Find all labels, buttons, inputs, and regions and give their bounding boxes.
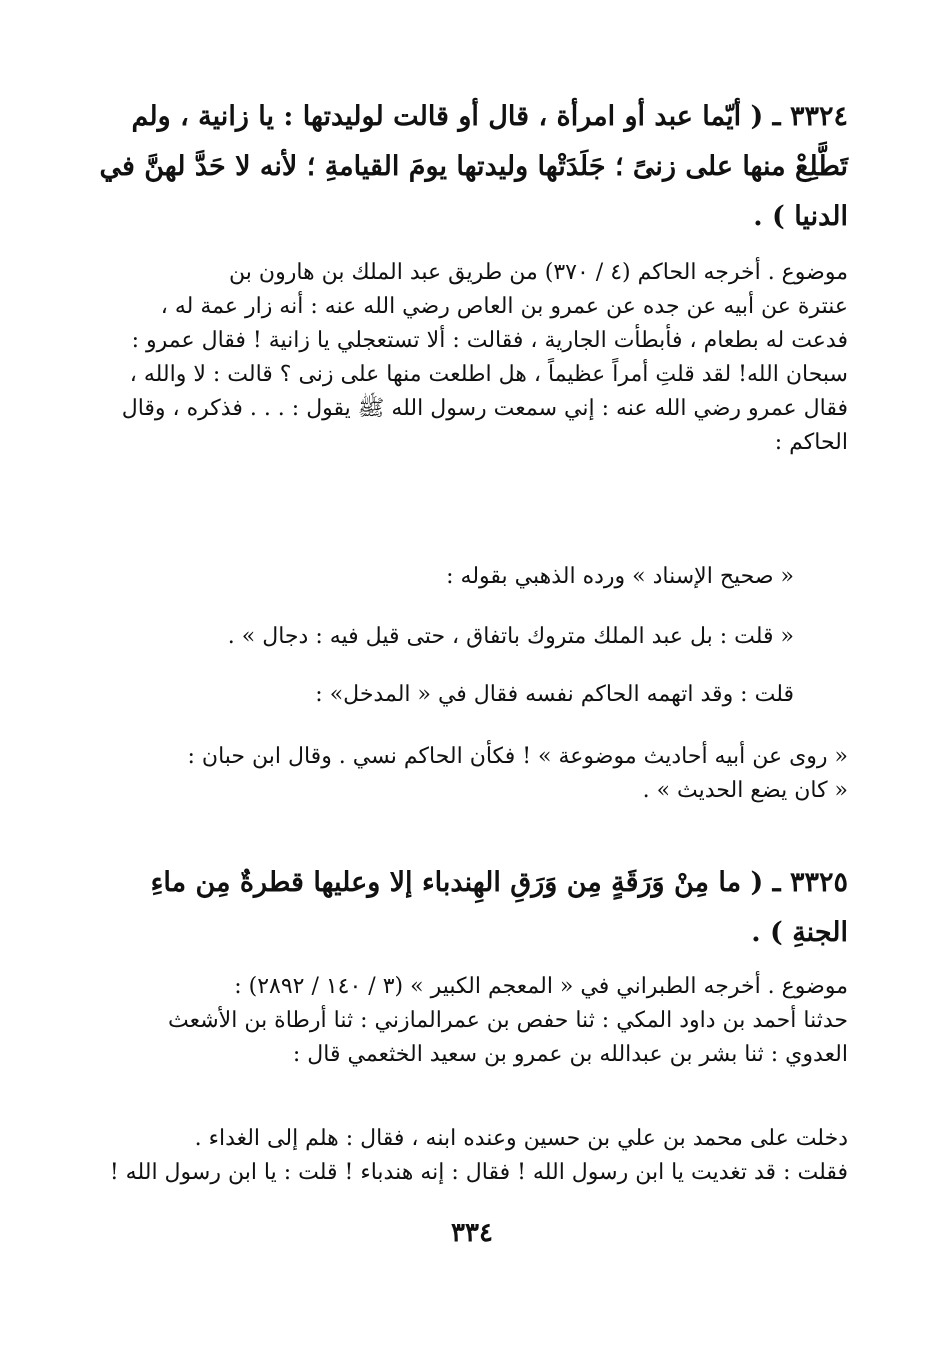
commentary-line: موضوع . أخرجه الطبراني في « المعجم الكبير » (٣ / ١٤٠ / ٢٨٩٢) : [234, 974, 848, 999]
quote-madkhal-intro: قلت : وقد اتهمه الحاكم نفسه فقال في « المدخل» : [315, 682, 794, 707]
commentary-line: فقلت : قد تغديت يا ابن رسول الله ! فقال : إنه هندباء ! قلت : يا ابن رسول الله ! [109, 1160, 848, 1185]
hadith-3324-text [100, 92, 848, 242]
quote-sahih-isnad: « صحيح الإسناد » ورده الذهبي بقوله : [446, 564, 794, 589]
commentary-3324-paragraph [100, 256, 848, 460]
commentary-3325-paragraph [100, 970, 848, 1072]
hadith-3325-line: ٣٣٢٥ ـ ( ما مِنْ وَرَقَةٍ مِن وَرَقِ الهِندباء إلا وعليها قطرةٌ مِن ماءِ [150, 867, 848, 898]
hadith-3325-text [100, 858, 848, 958]
commentary-3325-narration [100, 1122, 848, 1190]
hadith-3324-line: الدنيا ) . [753, 201, 848, 232]
commentary-line: حدثنا أحمد بن داود المكي : ثنا حفص بن عمرالمازني : ثنا أرطاة بن الأشعث [168, 1008, 848, 1033]
hadith-3324-line: ٣٣٢٤ ـ ( أيّما عبد أو امرأة ، قال أو قالت لوليدتها : يا زانية ، ولم [131, 101, 848, 132]
hadith-3324-line: تَطَّلِعْ منها على زنىً ؛ جَلَدَتْها وليدتها يومَ القيامةِ ؛ لأنه لا حَدَّ لهنَّ في [99, 151, 848, 182]
commentary-line: العدوي : ثنا بشر بن عبدالله بن عمرو بن سعيد الخثعمي قال : [292, 1042, 848, 1067]
quote-ibn-hibban [100, 740, 848, 808]
quote-dhahabi: « قلت : بل عبد الملك متروك باتفاق ، حتى قيل فيه : دجال » . [227, 624, 794, 649]
commentary-line: موضوع . أخرجه الحاكم (٤ / ٣٧٠) من طريق عبد الملك بن هارون بن [229, 260, 848, 285]
commentary-line: « كان يضع الحديث » . [642, 778, 848, 803]
hadith-3325-line: الجنةِ ) . [751, 917, 848, 948]
commentary-line: فدعت له بطعام ، فأبطأت الجارية ، فقالت : ألا تستعجلي يا زانية ! فقال عمرو : [131, 328, 848, 353]
commentary-line: عنترة عن أبيه عن جده عن عمرو بن العاص رضي الله عنه : أنه زار عمة له ، [160, 294, 848, 319]
commentary-line: فقال عمرو رضي الله عنه : إني سمعت رسول الله ﷺ يقول : . . . فذكره ، وقال [121, 396, 848, 421]
commentary-line: دخلت على محمد بن علي بن حسين وعنده ابنه ، فقال : هلم إلى الغداء . [194, 1126, 848, 1151]
commentary-line: الحاكم : [774, 430, 848, 455]
page-number: ٣٣٤ [451, 1218, 493, 1248]
commentary-line: « روى عن أبيه أحاديث موضوعة » ! فكأن الحاكم نسي . وقال ابن حبان : [187, 744, 848, 769]
commentary-line: سبحان الله! لقد قلتِ أمراً عظيماً ، هل اطلعت منها على زنى ؟ قالت : لا والله ، [129, 362, 848, 387]
